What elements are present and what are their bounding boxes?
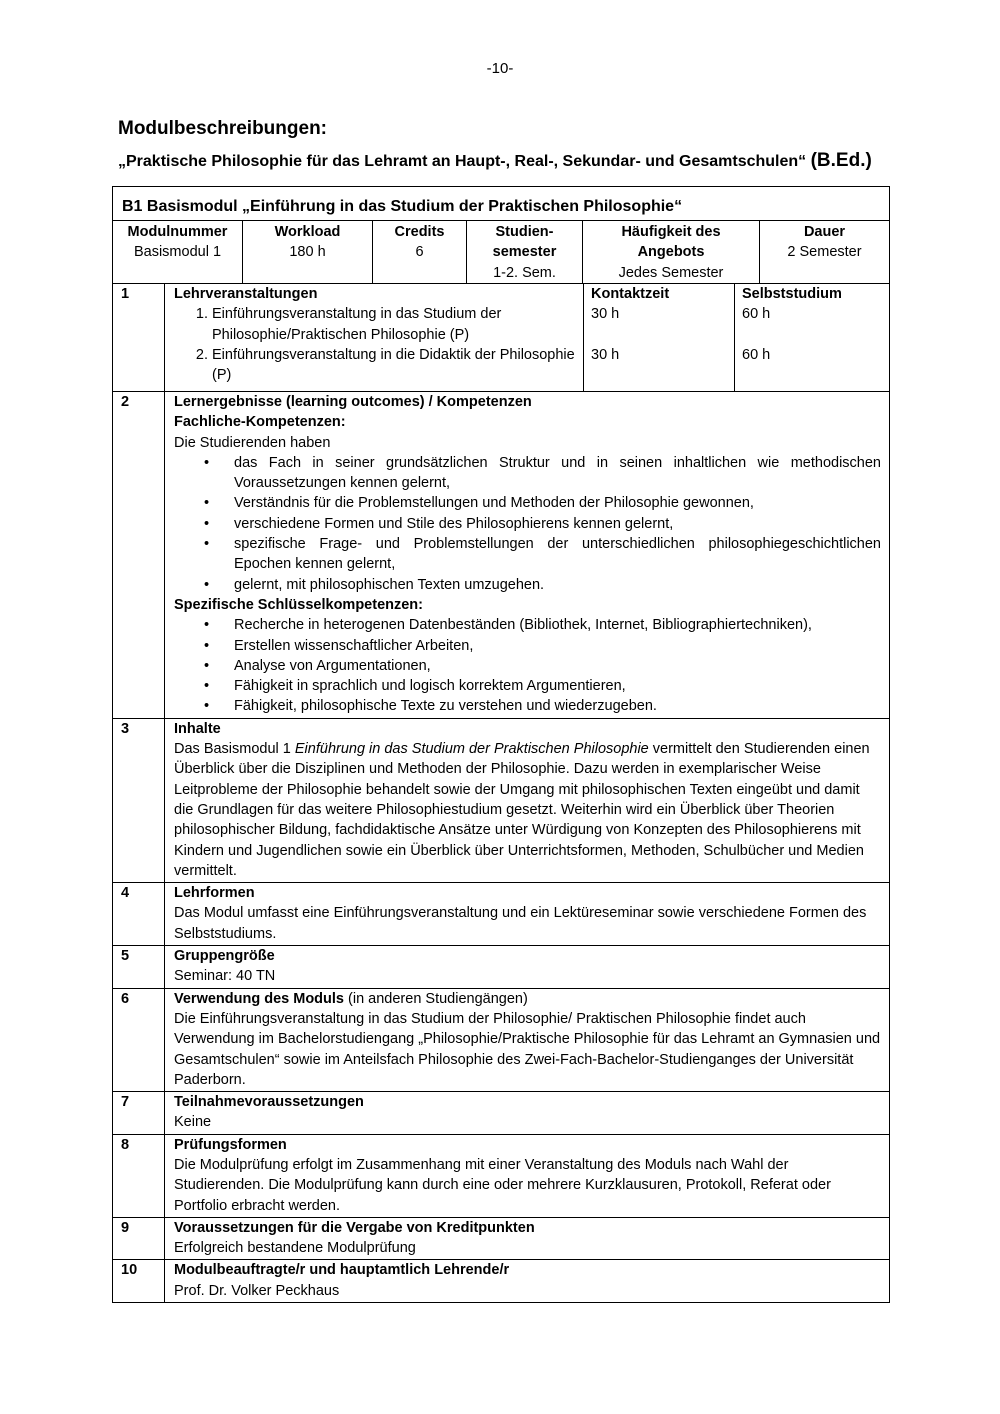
meta-workload-label: Workload xyxy=(274,224,341,240)
lehrveranstaltungen-list-cell xyxy=(165,284,584,391)
row-number: 9 xyxy=(113,1218,165,1260)
fachliche-kompetenzen-title: Fachliche-Kompetenzen: xyxy=(174,414,346,431)
inhalte-text-pre: Das Basismodul 1 xyxy=(174,741,295,758)
meta-credits-value: 6 xyxy=(415,244,424,261)
row-title-suffix: (in anderen Studiengängen) xyxy=(344,990,528,1007)
list-item: • spezifische Frage- und Problemstellungen der unterschiedlichen philosophiegeschichtlichen Epochen kennen gelernt, xyxy=(204,534,889,575)
meta-credits-label: Credits xyxy=(394,224,445,240)
meta-modulnummer-label: Modulnummer xyxy=(127,224,228,240)
meta-haeufigkeit xyxy=(583,221,760,283)
row-content xyxy=(165,883,889,945)
list-item: • Analyse von Argumentationen, xyxy=(204,656,889,676)
meta-dauer-label: Dauer xyxy=(803,224,846,240)
row-content xyxy=(165,946,889,988)
list-item: • gelernt, mit philosophischen Texten umzugehen. xyxy=(204,575,889,595)
row-content xyxy=(165,392,889,718)
selbststudium-value-1: 60 h xyxy=(742,306,771,323)
row-lehrformen xyxy=(113,883,889,946)
row-title-main: Verwendung des Moduls xyxy=(174,990,344,1007)
row-number: 4 xyxy=(113,883,165,945)
meta-semester-value: 1-2. Sem. xyxy=(493,264,556,281)
row-content xyxy=(165,1135,889,1217)
meta-semester xyxy=(467,221,583,283)
meta-modulnummer-value: Basismodul 1 xyxy=(133,244,222,261)
row-title: Gruppengröße xyxy=(174,948,275,965)
kontaktzeit-value-1: 30 h xyxy=(591,306,620,323)
meta-dauer xyxy=(760,221,889,283)
row-number: 10 xyxy=(113,1260,165,1302)
row-kreditpunkte xyxy=(113,1218,889,1261)
selbststudium-label: Selbststudium xyxy=(742,286,842,302)
fachliche-kompetenzen-list xyxy=(174,453,889,595)
meta-semester-label-2: semester xyxy=(492,244,557,261)
row-text: Prof. Dr. Volker Peckhaus xyxy=(174,1282,340,1299)
row-title: Teilnahmevoraussetzungen xyxy=(174,1094,364,1111)
list-item: • Verständnis für die Problemstellungen und Methoden der Philosophie gewonnen, xyxy=(204,493,889,513)
meta-haeufigkeit-value: Jedes Semester xyxy=(618,264,724,281)
row-content xyxy=(165,989,889,1091)
row-text: Das Modul umfasst eine Einführungsveranstaltung und ein Lektüreseminar sowie verschiedene Formen des Selbststudiums. xyxy=(174,905,867,942)
row-title: Voraussetzungen für die Vergabe von Kreditpunkten xyxy=(174,1219,535,1236)
schluesselkompetenzen-title: Spezifische Schlüsselkompetenzen: xyxy=(174,596,423,613)
inhalte-text-post: vermittelt den Studierenden einen Überblick über die Disziplinen und Methoden der Philosophie. Dazu werden in exemplarischer Weise Leitprobleme der Philosophie behandelt sowie der Umgang mit philosophischen Texten eingeübt und damit die Grundlagen für das weitere Philosophiestudium gesetzt. Weiterhin wird ein Überblick über Theorien philosophischer Bildung, fachdidaktische Ansätze unter Würdigung von Konzepten des Philosophierens mit Kindern und Jugendlichen sowie ein Überblick über Unterrichtsformen, Methoden, Schulbücher und Medien vermittelt. xyxy=(174,741,870,879)
meta-modulnummer xyxy=(113,221,243,283)
module-meta-row xyxy=(113,221,889,284)
row-verwendung xyxy=(113,989,889,1092)
lehrveranstaltungen-columns xyxy=(165,284,889,391)
row-text: Keine xyxy=(174,1114,212,1131)
schluesselkompetenzen-list xyxy=(174,615,889,716)
meta-haeufigkeit-label-1: Häufigkeit des xyxy=(621,224,721,240)
row-modulbeauftragte xyxy=(113,1260,889,1302)
row-title: Lehrformen xyxy=(174,885,255,902)
module-table xyxy=(112,186,890,1303)
meta-credits xyxy=(373,221,467,283)
row-title xyxy=(174,989,881,1009)
lehrveranstaltungen-list xyxy=(174,304,583,385)
row-number: 7 xyxy=(113,1092,165,1134)
meta-haeufigkeit-label-2: Angebots xyxy=(637,244,705,261)
row-content xyxy=(165,719,889,882)
row-lehrveranstaltungen xyxy=(113,284,889,392)
list-item: • das Fach in seiner grundsätzlichen Struktur und in seinen inhaltlichen wie methodischen Voraussetzungen kennen gelernt, xyxy=(204,453,889,494)
row-title: Modulbeauftragte/r und hauptamtlich Lehrende/r xyxy=(174,1262,510,1279)
list-item: • Erstellen wissenschaftlicher Arbeiten, xyxy=(204,636,889,656)
row-lernergebnisse xyxy=(113,392,889,719)
row-number: 8 xyxy=(113,1135,165,1217)
row-number: 6 xyxy=(113,989,165,1091)
list-item: 2. Einführungsveranstaltung in die Didaktik der Philosophie (P) xyxy=(212,345,583,386)
row-title: Prüfungsformen xyxy=(174,1136,287,1153)
meta-dauer-value: 2 Semester xyxy=(787,244,862,261)
intro-text: Die Studierenden haben xyxy=(174,434,331,451)
row-text: Die Einführungsveranstaltung in das Studium der Philosophie/ Praktischen Philosophie findet auch Verwendung im Bachelorstudiengang „Philosophie/Praktische Philosophie für das Lehramt an Gymnasien und Gesamtschulen“ sowie im Anteilsfach Philosophie des Zwei-Fach-Bachelor-Studienganges der Universität Paderborn. xyxy=(174,1010,881,1088)
list-item: 1. Einführungsveranstaltung in das Studium der Philosophie/Praktischen Philosophie (P) xyxy=(212,304,583,345)
row-pruefungsformen xyxy=(113,1135,889,1218)
row-title: Lernergebnisse (learning outcomes) / Kompetenzen xyxy=(174,394,532,410)
program-title xyxy=(118,150,872,172)
row-number: 2 xyxy=(113,392,165,718)
kontaktzeit-label: Kontaktzeit xyxy=(591,286,670,302)
kontaktzeit-value-2: 30 h xyxy=(591,346,620,363)
row-inhalte xyxy=(113,719,889,883)
program-title-text: „Praktische Philosophie für das Lehramt an Haupt-, Real-, Sekundar- und Gesamtschulen“ xyxy=(118,153,807,170)
row-content xyxy=(165,1218,889,1260)
list-item: • Fähigkeit in sprachlich und logisch korrektem Argumentieren, xyxy=(204,676,889,696)
meta-semester-label-1: Studien- xyxy=(495,224,554,240)
row-title: Inhalte xyxy=(174,720,221,737)
selbststudium-cell xyxy=(735,284,889,391)
selbststudium-value-2: 60 h xyxy=(742,346,771,363)
inhalte-text xyxy=(174,739,881,881)
page-number: -10- xyxy=(486,60,514,77)
row-teilnahmevoraussetzungen xyxy=(113,1092,889,1135)
meta-workload-value: 180 h xyxy=(289,244,326,261)
row-text: Die Modulprüfung erfolgt im Zusammenhang mit einer Veranstaltung des Moduls nach Wahl der Studierenden. Die Modulprüfung kann durch eine oder mehrere Kurzklausuren, Protokoll, Referat oder Portfolio erbracht werden. xyxy=(174,1156,831,1214)
row-text: Erfolgreich bestandene Modulprüfung xyxy=(174,1240,416,1257)
row-number: 3 xyxy=(113,719,165,882)
meta-workload xyxy=(243,221,373,283)
row-content xyxy=(165,1260,889,1302)
inhalte-text-module-name: Einführung in das Studium der Praktischen Philosophie xyxy=(294,741,649,758)
program-degree: (B.Ed.) xyxy=(810,150,872,171)
row-content xyxy=(165,1092,889,1134)
row-number: 5 xyxy=(113,946,165,988)
row-gruppengroesse xyxy=(113,946,889,989)
row-number: 1 xyxy=(113,284,165,391)
list-item: • verschiedene Formen und Stile des Philosophierens kennen gelernt, xyxy=(204,514,889,534)
list-item: • Recherche in heterogenen Datenbeständen (Bibliothek, Internet, Bibliographiertechniken), xyxy=(204,615,889,635)
kontaktzeit-cell xyxy=(584,284,735,391)
row-text: Seminar: 40 TN xyxy=(174,968,276,985)
page-heading: Modulbeschreibungen: xyxy=(118,118,327,139)
module-title: B1 Basismodul „Einführung in das Studium der Praktischen Philosophie“ xyxy=(113,187,889,221)
row-title: Lehrveranstaltungen xyxy=(174,286,318,302)
list-item: • Fähigkeit, philosophische Texte zu verstehen und wiederzugeben. xyxy=(204,696,889,716)
